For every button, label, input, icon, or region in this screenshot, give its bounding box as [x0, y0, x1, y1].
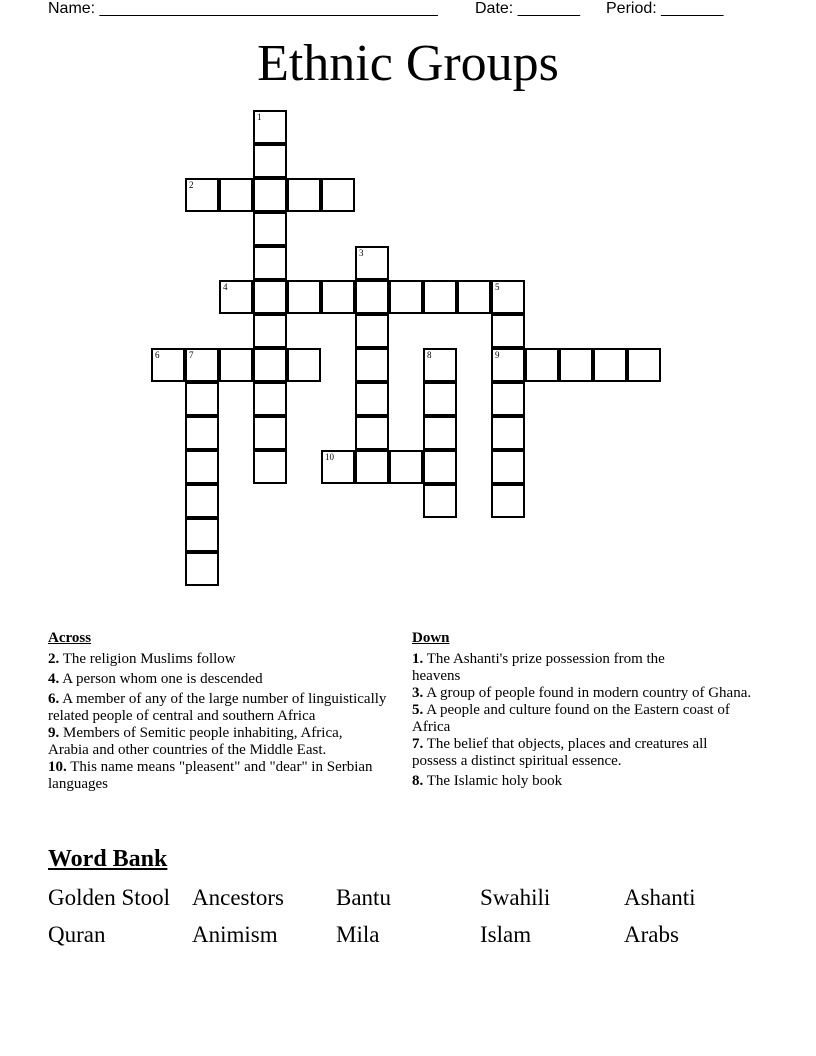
clue-text: A group of people found in modern country of Ghana.: [426, 685, 752, 701]
clue-text: This name means "pleasent" and "dear" in Serbian languages: [48, 759, 373, 792]
crossword-cell[interactable]: [185, 348, 219, 382]
crossword-cell[interactable]: [355, 314, 389, 348]
crossword-cell[interactable]: [491, 348, 525, 382]
word-bank-item: Golden Stool: [48, 885, 171, 910]
crossword-cell[interactable]: [185, 382, 219, 416]
crossword-cell[interactable]: [253, 246, 287, 280]
crossword-cell[interactable]: [219, 348, 253, 382]
crossword-cell[interactable]: [253, 178, 287, 212]
crossword-cell[interactable]: [491, 314, 525, 348]
crossword-cell[interactable]: [525, 348, 559, 382]
crossword-cell[interactable]: [321, 450, 355, 484]
crossword-cell[interactable]: [253, 382, 287, 416]
crossword-cell[interactable]: [287, 348, 321, 382]
word-bank-item: Mila: [336, 922, 380, 947]
clue-text: The Ashanti's prize possession from the heavens: [412, 651, 665, 684]
crossword-cell[interactable]: [321, 280, 355, 314]
clue-text: A person whom one is descended: [62, 671, 263, 687]
period-field[interactable]: Period: _______: [606, 0, 724, 17]
word-bank-item: Islam: [480, 922, 532, 947]
clue-across-10: [48, 759, 378, 793]
crossword-cell[interactable]: [423, 348, 457, 382]
crossword-cell[interactable]: [559, 348, 593, 382]
crossword-cell[interactable]: [389, 280, 423, 314]
crossword-cell[interactable]: [355, 450, 389, 484]
clue-number: 10.: [48, 759, 67, 775]
crossword-cell[interactable]: [219, 280, 253, 314]
word-bank-item: Ashanti: [624, 885, 696, 910]
clue-down-5: [412, 702, 732, 736]
student-info-header: [48, 0, 768, 20]
crossword-cell[interactable]: [355, 416, 389, 450]
crossword-cell[interactable]: [253, 144, 287, 178]
crossword-cell[interactable]: [355, 348, 389, 382]
clue-number-label: 10: [325, 452, 334, 462]
clue-number: 9.: [48, 725, 60, 741]
clue-across-4: [48, 671, 400, 688]
clue-text: Members of Semitic people inhabiting, Africa, Arabia and other countries of the Middle East.: [48, 725, 343, 758]
crossword-cell[interactable]: [185, 552, 219, 586]
crossword-cell[interactable]: [253, 280, 287, 314]
clue-number: 5.: [412, 702, 424, 718]
crossword-cell[interactable]: [593, 348, 627, 382]
clue-number: 2.: [48, 651, 60, 667]
clue-across-2: [48, 651, 400, 668]
crossword-cell[interactable]: [491, 280, 525, 314]
crossword-cell[interactable]: [423, 450, 457, 484]
clue-across-6: [48, 691, 400, 725]
crossword-cell[interactable]: [185, 450, 219, 484]
crossword-cell[interactable]: [457, 280, 491, 314]
clue-number: 4.: [48, 671, 60, 687]
crossword-cell[interactable]: [185, 416, 219, 450]
across-heading: Across: [48, 630, 92, 646]
word-bank-item: Ancestors: [192, 885, 284, 910]
word-bank-title: Word Bank: [48, 846, 168, 872]
word-bank-item: Animism: [192, 922, 278, 947]
clue-number-label: 8: [427, 350, 432, 360]
across-clues: [48, 630, 400, 793]
word-bank-item: Swahili: [480, 885, 551, 910]
clue-text: A member of any of the large number of linguistically related people of central and southern Africa: [48, 691, 387, 724]
crossword-cell[interactable]: [253, 450, 287, 484]
crossword-cell[interactable]: [491, 382, 525, 416]
down-clues: [412, 630, 757, 790]
crossword-cell[interactable]: [185, 484, 219, 518]
word-bank-item: Bantu: [336, 885, 391, 910]
crossword-cell[interactable]: [355, 246, 389, 280]
crossword-cell[interactable]: [355, 280, 389, 314]
crossword-cell[interactable]: [355, 382, 389, 416]
crossword-cell[interactable]: [627, 348, 661, 382]
clue-number-label: 6: [155, 350, 160, 360]
crossword-cell[interactable]: [491, 450, 525, 484]
clue-text: The belief that objects, places and creatures all possess a distinct spiritual essence.: [412, 736, 708, 769]
crossword-cell[interactable]: [423, 484, 457, 518]
clue-down-1: [412, 651, 712, 685]
crossword-cell[interactable]: [491, 416, 525, 450]
clue-down-7: [412, 736, 732, 770]
clue-text: A people and culture found on the Eastern coast of Africa: [412, 702, 730, 735]
clue-text: The religion Muslims follow: [62, 651, 236, 667]
crossword-cell[interactable]: [491, 484, 525, 518]
crossword-cell[interactable]: [253, 416, 287, 450]
page-title: Ethnic Groups: [257, 35, 559, 92]
crossword-cell[interactable]: [253, 314, 287, 348]
crossword-cell[interactable]: [219, 178, 253, 212]
crossword-cell[interactable]: [253, 212, 287, 246]
clue-number-label: 5: [495, 282, 500, 292]
crossword-cell[interactable]: [151, 348, 185, 382]
clue-number: 3.: [412, 685, 424, 701]
clue-down-3: [412, 685, 757, 702]
crossword-cell[interactable]: [253, 110, 287, 144]
crossword-cell[interactable]: [253, 348, 287, 382]
clue-number-label: 3: [359, 248, 364, 258]
clue-number: 6.: [48, 691, 60, 707]
word-bank-item: Quran: [48, 922, 106, 947]
crossword-cell[interactable]: [287, 178, 321, 212]
crossword-cell[interactable]: [185, 178, 219, 212]
clue-number-label: 7: [189, 350, 194, 360]
crossword-cell[interactable]: [287, 280, 321, 314]
crossword-cell[interactable]: [389, 450, 423, 484]
name-field[interactable]: Name: ______________________________________: [48, 0, 438, 17]
date-field[interactable]: Date: _______: [475, 0, 580, 17]
clue-number: 1.: [412, 651, 424, 667]
clue-number-label: 4: [223, 282, 228, 292]
clue-number: 8.: [412, 773, 424, 789]
clue-number-label: 2: [189, 180, 194, 190]
clue-across-9: [48, 725, 378, 759]
crossword-cell[interactable]: [423, 280, 457, 314]
clue-text: The Islamic holy book: [426, 773, 563, 789]
crossword-cell[interactable]: [423, 416, 457, 450]
down-heading: Down: [412, 630, 450, 646]
crossword-cell[interactable]: [185, 518, 219, 552]
word-bank-item: Arabs: [624, 922, 679, 947]
clue-number: 7.: [412, 736, 424, 752]
crossword-cell[interactable]: [321, 178, 355, 212]
clue-down-8: [412, 773, 757, 790]
crossword-cell[interactable]: [423, 382, 457, 416]
clue-number-label: 9: [495, 350, 500, 360]
clue-number-label: 1: [257, 112, 262, 122]
